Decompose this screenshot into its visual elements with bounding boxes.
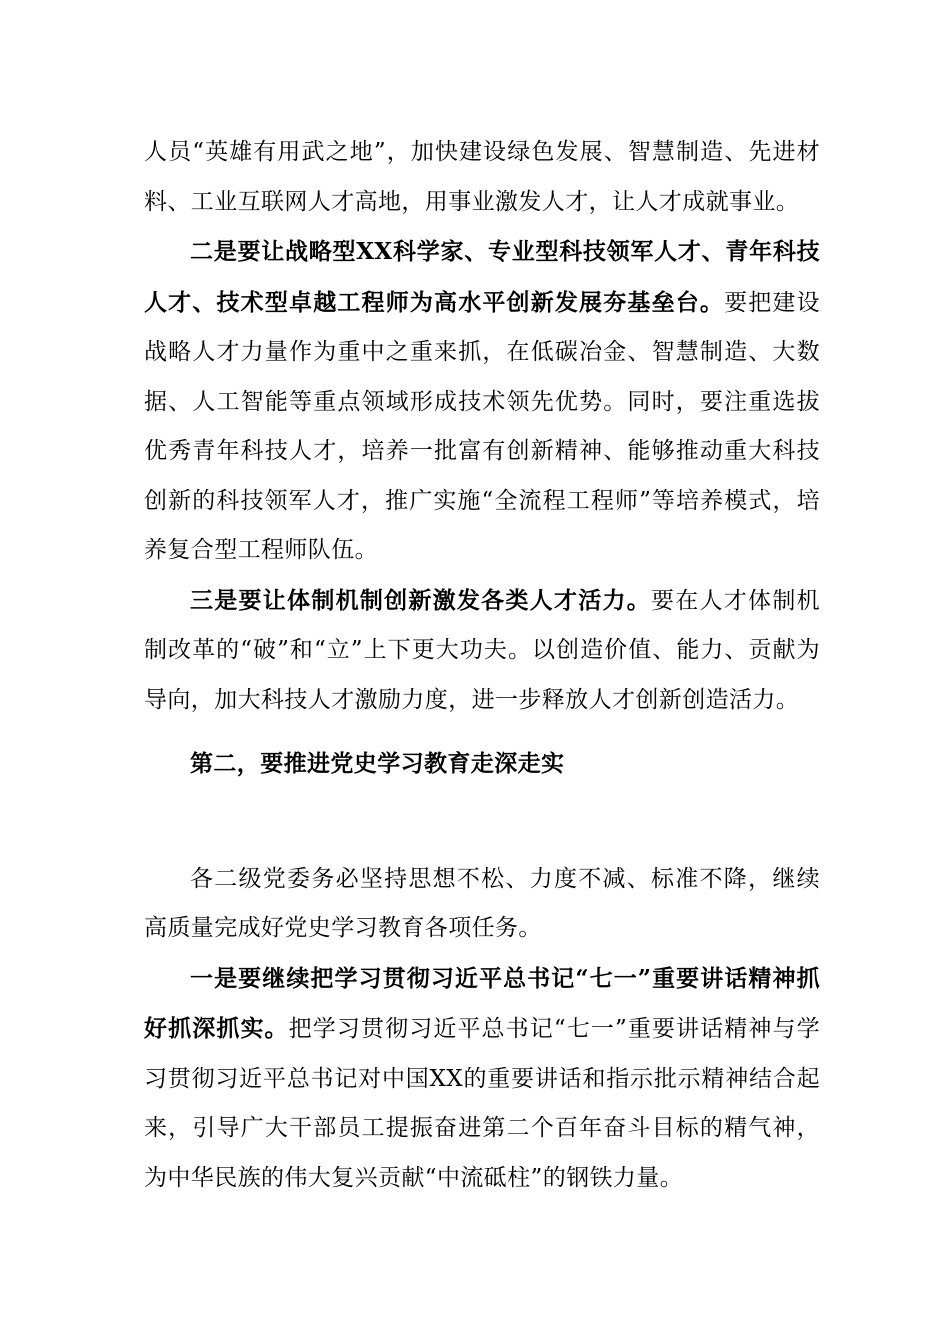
paragraph-5 [144, 954, 820, 1204]
paragraph-1-text: 人员“英雄有用武之地”，加快建设绿色发展、智慧制造、先进材料、工业互联网人才高地，用事业激发人才，让人才成就事业。 [144, 139, 820, 215]
document-page [144, 128, 820, 1203]
paragraph-3-lead: 三是要让体制机制创新激发各类人才活力。 [190, 586, 651, 614]
section-heading: 第二，要推进党史学习教育走深走实 [190, 750, 565, 777]
paragraph-3-text: 要在人才体制机制改革的“破”和“立”上下更大功夫。以创造价值、能力、贡献为导向，加大科技人才激励力度，进一步释放人才创新创造活力。 [144, 587, 820, 713]
paragraph-4-text: 各二级党委务必坚持思想不松、力度不减、标准不降，继续高质量完成好党史学习教育各项任务。 [144, 865, 820, 941]
paragraph-2-text: 要把建设战略人才力量作为重中之重来抓，在低碳冶金、智慧制造、大数据、人工智能等重点领域形成技术领先优势。同时，要注重选拔优秀青年科技人才，培养一批富有创新精神、能够推动重大科技创新的科技领军人才，推广实施“全流程工程师”等培养模式，培养复合型工程师队伍。 [144, 289, 820, 563]
spacer [144, 789, 820, 855]
paragraph-3 [144, 576, 820, 726]
paragraph-2 [144, 227, 820, 576]
paragraph-2-lead: 二是要让战略型XX科学家、专业型科技领军人才、青年科技人才、技术型卓越工程师为高水平创新发展夯基垒台。 [144, 238, 820, 316]
paragraph-1 [144, 128, 820, 227]
paragraph-5-lead: 一是要继续把学习贯彻习近平总书记“七一”重要讲话精神抓好抓深抓实。 [144, 964, 820, 1042]
paragraph-5-text: 把学习贯彻习近平总书记“七一”重要讲话精神与学习贯彻习近平总书记对中国XX的重要讲话和指示批示精神结合起来，引导广大干部员工提振奋进第二个百年奋斗目标的精气神，为中华民族的伟大复兴贡献“中流砥柱”的钢铁力量。 [144, 1016, 821, 1191]
paragraph-4 [144, 855, 820, 954]
